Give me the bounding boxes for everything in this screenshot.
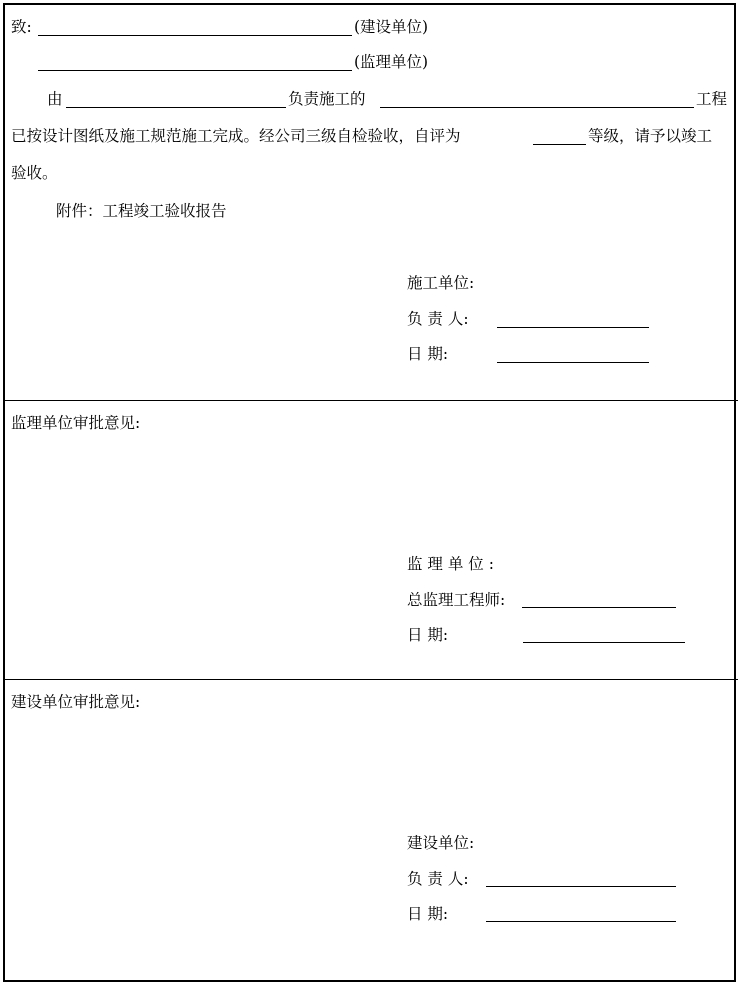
builder-suffix: (建设单位) [354,18,429,36]
contractor-date-label: 日 期: [407,345,449,363]
project-label: 工程 [696,90,728,108]
builder-person-line[interactable] [486,886,676,887]
contractor-name-line[interactable] [66,107,286,108]
builder-person-label: 负 责 人: [407,870,469,888]
grade-line[interactable] [533,144,586,145]
builder-date-label: 日 期: [407,905,449,923]
body-line3: 验收。 [11,164,58,182]
attachment-note: 附件：工程竣工验收报告 [56,202,227,220]
supervisor-unit-label: 监 理 单 位 : [407,555,494,573]
builder-date-line[interactable] [486,921,676,922]
supervisor-suffix: (监理单位) [354,53,429,71]
form-frame [3,3,736,982]
builder-heading: 建设单位审批意见: [11,693,141,711]
supervisor-date-line[interactable] [523,642,685,643]
body-line2-b: 等级，请予以竣工 [588,127,713,145]
body-line2-a: 已按设计图纸及施工规范施工完成。经公司三级自检验收，自评为 [11,127,461,145]
contractor-person-label: 负 责 人: [407,310,469,328]
section-divider-1 [3,400,738,401]
to-label: 致: [11,18,32,36]
contractor-label: 施工单位: [407,274,475,292]
chief-engineer-label: 总监理工程师: [407,591,506,609]
builder-unit-label: 建设单位: [407,834,475,852]
contractor-date-line[interactable] [497,362,649,363]
supervisor-name-line[interactable] [38,70,352,71]
by-label: 由 [47,90,63,108]
builder-name-line[interactable] [38,35,352,36]
supervisor-date-label: 日 期: [407,626,449,644]
chief-engineer-line[interactable] [522,607,676,608]
section-divider-2 [3,679,738,680]
supervisor-heading: 监理单位审批意见: [11,414,141,432]
responsible-label: 负责施工的 [288,90,366,108]
project-name-line[interactable] [380,107,694,108]
contractor-person-line[interactable] [497,327,649,328]
